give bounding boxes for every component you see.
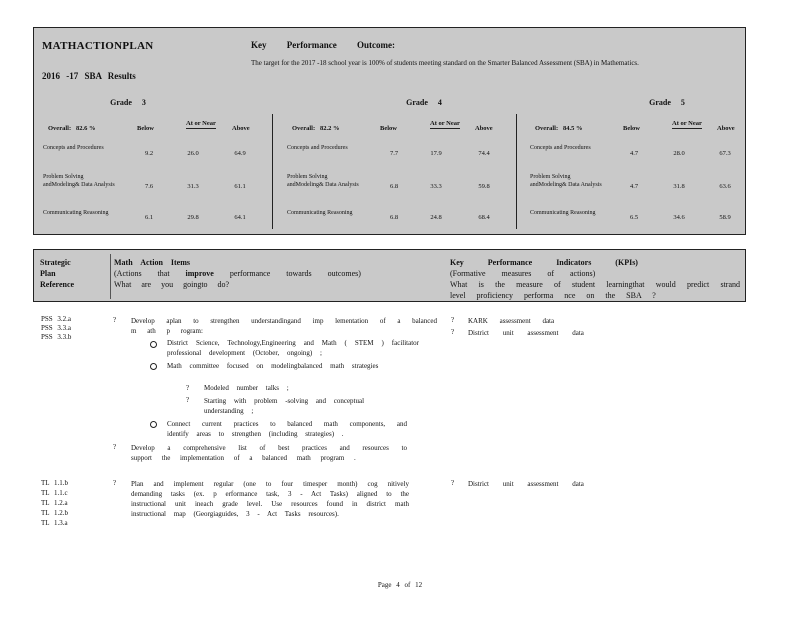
action-item: Plan and implement regular (one to four timesper month) cog nitively demanding tasks (ex. p erformance task, 3 - Act Tasks) aligned to the instructional unit ineach grade level. Use resources found in district math instructional map (Georgiaguides, 3 - Act Tasks resources).	[131, 480, 409, 518]
key-performance-outcome-title: Key Performance Outcome:	[251, 40, 395, 50]
row-label: Problem Solving andModeling& Data Analysis	[43, 174, 115, 188]
above-value: 61.1	[234, 183, 246, 190]
plan-title: MATHACTIONPLAN	[42, 40, 154, 52]
near-value: 17.9	[430, 150, 442, 157]
bullet-icon: ?	[113, 479, 117, 487]
bullet-icon: ?	[451, 316, 455, 324]
row-label: Problem Solving andModeling& Data Analysis	[287, 174, 359, 188]
near-value: 26.0	[187, 150, 199, 157]
page-number: Page 4 of 12	[377, 581, 423, 589]
bullet-icon: ?	[113, 443, 117, 451]
row-label: Communicating Reasoning	[530, 210, 596, 216]
row-label: Concepts and Procedures	[287, 145, 348, 151]
below-value: 9.2	[144, 150, 154, 157]
above-header: Above	[232, 125, 250, 132]
below-value: 6.8	[389, 214, 399, 221]
row-label: Problem Solving andModeling& Data Analysis	[530, 174, 602, 188]
near-value: 31.8	[673, 183, 685, 190]
grade-title: Grade 4	[406, 98, 442, 107]
overall-label: Overall: 82.2 %	[292, 125, 340, 132]
kpi-item: KARK assessment data	[468, 317, 555, 325]
above-value: 58.9	[719, 214, 731, 221]
grade-divider	[516, 114, 517, 229]
math-action-items-header: Math Action Items (Actions that improve performance towards outcomes) What are you goingto do?	[114, 258, 361, 289]
circle-bullet-icon	[150, 363, 157, 370]
overall-label: Overall: 82.6 %	[48, 125, 96, 132]
near-value: 34.6	[673, 214, 685, 221]
bullet-icon: ?	[113, 316, 117, 324]
near-value: 28.0	[673, 150, 685, 157]
below-header: Below	[623, 125, 640, 132]
action-item: Develop a comprehensive list of best practices and resources to support the implementation of a balanced math program .	[131, 444, 407, 462]
above-value: 63.6	[719, 183, 731, 190]
above-value: 59.8	[478, 183, 490, 190]
above-value: 64.9	[234, 150, 246, 157]
action-subsubitem: Modeled number talks ;	[204, 384, 289, 392]
circle-bullet-icon	[150, 421, 157, 428]
action-table-header	[33, 249, 746, 302]
near-value: 31.3	[187, 183, 199, 190]
below-value: 4.7	[629, 150, 639, 157]
near-value: 29.8	[187, 214, 199, 221]
action-subitem: District Science, Technology,Engineering and Math ( STEM ) facilitator professional development (October, ongoing) ;	[167, 339, 419, 357]
grade-5-block	[525, 98, 757, 228]
at-or-near-header: At or Near	[186, 120, 216, 127]
grade-title: Grade 5	[649, 98, 685, 107]
row2-references: TL 1.1.b TL 1.1.c TL 1.2.a TL 1.2.b TL 1.3.a	[41, 479, 69, 527]
strategic-plan-reference-header: Strategic Plan Reference	[40, 258, 75, 289]
action-subsubitem: Starting with problem -solving and conceptual understanding ;	[204, 397, 365, 415]
action-subitem: Math committee focused on modelingbalanced math strategies	[167, 362, 379, 370]
grade-4-block	[282, 98, 514, 228]
row1-references: PSS 3.2.a PSS 3.3.a PSS 3.3.b	[41, 315, 72, 341]
below-header: Below	[380, 125, 397, 132]
at-or-near-header: At or Near	[430, 120, 460, 127]
above-value: 67.3	[719, 150, 731, 157]
grade-title: Grade 3	[110, 98, 146, 107]
above-header: Above	[475, 125, 493, 132]
row-label: Concepts and Procedures	[530, 145, 591, 151]
sba-results-title: 2016 -17 SBA Results	[42, 71, 136, 81]
above-value: 68.4	[478, 214, 490, 221]
action-subitem: Connect current practices to balanced math components, and identify areas to strengthen (including strategies) .	[167, 420, 407, 438]
kpi-item: District unit assessment data	[468, 329, 584, 337]
grade-divider	[272, 114, 273, 229]
bullet-icon: ?	[451, 328, 455, 336]
below-value: 6.1	[144, 214, 154, 221]
sba-results-box	[33, 27, 746, 235]
below-value: 6.8	[389, 183, 399, 190]
kpi-item: District unit assessment data	[468, 480, 584, 488]
action-item: Develop aplan to strengthen understandingand imp lementation of a balanced m ath p rogram:	[131, 317, 437, 335]
below-value: 7.7	[389, 150, 399, 157]
below-value: 6.5	[629, 214, 639, 221]
bullet-icon: ?	[186, 384, 190, 392]
column-divider	[110, 254, 111, 299]
row-label: Concepts and Procedures	[43, 145, 104, 151]
below-value: 7.6	[144, 183, 154, 190]
below-header: Below	[137, 125, 154, 132]
near-value: 33.3	[430, 183, 442, 190]
above-value: 64.1	[234, 214, 246, 221]
row-label: Communicating Reasoning	[287, 210, 353, 216]
grade-3-block	[38, 98, 270, 228]
row-label: Communicating Reasoning	[43, 210, 109, 216]
bullet-icon: ?	[186, 396, 190, 404]
key-performance-outcome-text: The target for the 2017 -18 school year is 100% of students meeting standard on the Smarter Balanced Assessment (SBA) in Mathematics.	[251, 59, 639, 67]
circle-bullet-icon	[150, 341, 157, 348]
below-value: 4.7	[629, 183, 639, 190]
kpi-header: Key Performance Indicators (KPIs) (Formative measures of actions) What is the measure of student learningthat would predict strand level proficiency performa nce on the SBA ?	[450, 258, 740, 300]
at-or-near-header: At or Near	[672, 120, 702, 127]
above-value: 74.4	[478, 150, 490, 157]
above-header: Above	[717, 125, 735, 132]
bullet-icon: ?	[451, 479, 455, 487]
overall-label: Overall: 84.5 %	[535, 125, 583, 132]
near-value: 24.8	[430, 214, 442, 221]
